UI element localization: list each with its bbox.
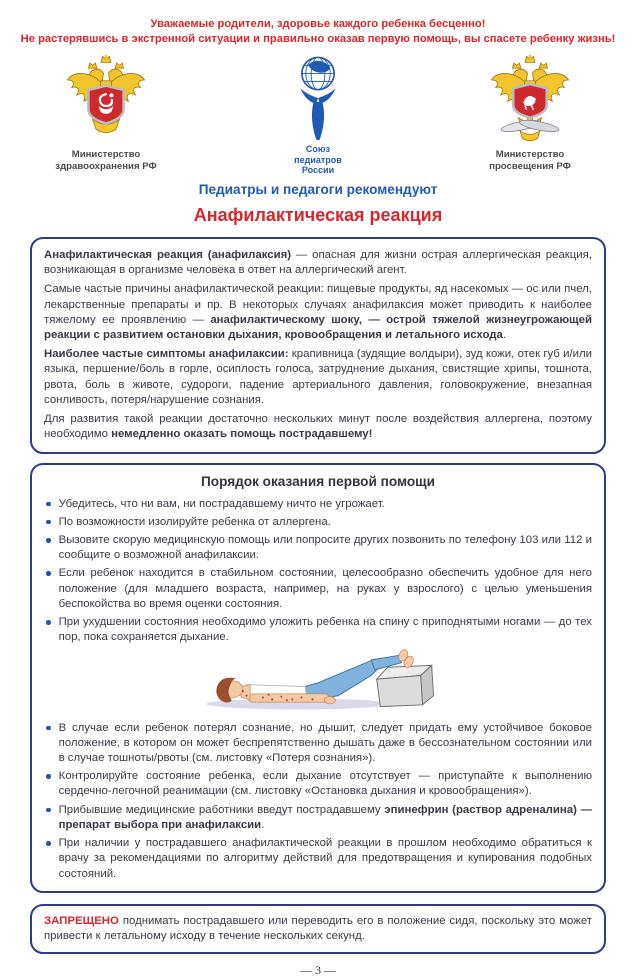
- text-segment: Убедитесь, что ни вам, ни пострадавшему ничто не угрожает.: [58, 497, 385, 510]
- bullet-text: [59, 497, 592, 512]
- bullet-item: [44, 515, 592, 530]
- text-line: здравоохранения РФ: [55, 160, 157, 172]
- bullet-dot-icon: [46, 808, 51, 813]
- text-segment: Если ребенок находится в стабильном состоянии, целесообразно обеспечить удобное для него положение (для младшего возраста, например, на руках у взрослого) с целью уменьшения беспокойства во время оценки состояния.: [58, 567, 592, 610]
- text-line: Не растерявшись в экстренной ситуации и правильно оказав первую помощь, вы спасете ребенку жизнь!: [20, 33, 616, 45]
- text-segment: По возможности изолируйте ребенка от аллергена.: [58, 515, 331, 528]
- text-line: Министерство: [495, 149, 565, 160]
- paragraph: [44, 248, 592, 278]
- forbidden-text: [44, 914, 592, 944]
- bullet-item: [44, 836, 592, 882]
- text-segment: В случае если ребенок потерял сознание, но дышит, следует придать ему устойчивое боковое положение, в котором он может беспрепятственно дышать даже в бессознательном состоянии или в случае тошноты/рвоты (см. листовку «Потеря сознания»).: [58, 721, 592, 765]
- pediatric-union-label: [233, 144, 403, 176]
- bullet-text: [59, 803, 592, 833]
- bullet-item: [44, 533, 592, 563]
- logo-row: [0, 54, 636, 180]
- pediatric-union-block: [233, 54, 403, 176]
- text-segment: немедленно оказать помощь пострадавшему!: [111, 428, 373, 441]
- bullet-dot-icon: [46, 620, 51, 625]
- page-title: Анафилактическая реакция: [193, 205, 443, 225]
- text-line: педиатров: [294, 154, 342, 165]
- bullet-text: [59, 533, 592, 563]
- forbidden-box: [30, 904, 606, 954]
- text-segment: При наличии у пострадавшего анафилактической реакции в прошлом необходимо обратиться к врачу за рекомендациями по алгоритму действий для предотвращения и купирования подобных состояний.: [58, 837, 592, 880]
- first-aid-box: [30, 463, 606, 892]
- bullet-text: [59, 566, 592, 612]
- pediatric-union-logo-icon: [287, 54, 349, 142]
- text-segment: При ухудшении состояния необходимо уложить ребенка на спину с приподнятыми ногами — до тех пор, пока сохраняется дыхание.: [58, 616, 592, 644]
- text-segment: Для развития такой реакции достаточно нескольких минут после воздействия аллергена, поэтому необходимо: [44, 413, 592, 441]
- text-segment: ЗАПРЕЩЕНО: [44, 914, 119, 927]
- bullet-dot-icon: [46, 520, 51, 525]
- bullet-text: [59, 615, 592, 645]
- bullet-dot-icon: [46, 774, 51, 779]
- text-segment: Анафилактическая реакция (анафилаксия): [44, 249, 292, 261]
- text-segment: Вызовите скорую медицинскую помощь или попросите других позвонить по телефону 103 или 112 и сообщите о возможной анафилаксии.: [58, 534, 592, 562]
- bullet-item: [44, 721, 592, 767]
- text-line: Министерство: [71, 149, 141, 160]
- paragraph: [44, 282, 592, 343]
- bullet-dot-icon: [46, 502, 51, 507]
- first-aid-bullets-top: [44, 497, 592, 646]
- text-segment: .: [261, 818, 265, 831]
- text-segment: Контролируйте состояние ребенка, если дыхание отсутствует — приступайте к выполнению сердечно-легочной реанимации (см. листовку «Остановка дыхания и кровообращения»).: [58, 770, 592, 798]
- intro-box: [30, 237, 606, 454]
- bullet-dot-icon: [46, 726, 51, 731]
- health-ministry-label: [26, 149, 186, 172]
- education-ministry-block: [450, 54, 610, 172]
- bullet-item: [44, 497, 592, 512]
- leaflet-page: [0, 17, 636, 978]
- education-ministry-emblem-icon: [488, 54, 572, 146]
- text-segment: эпинефрин (раствор адреналина) — препарат выбора при анафилаксии: [58, 803, 592, 831]
- recommend-subtitle: Педиатры и педагоги рекомендуют: [198, 182, 438, 197]
- bullet-text: [59, 769, 592, 799]
- bullet-text: [59, 836, 592, 882]
- paragraph: [44, 347, 592, 408]
- text-line: Уважаемые родители, здоровье каждого ребенка бесценно!: [150, 18, 486, 30]
- bullet-item: [44, 769, 592, 799]
- text-segment: Самые частые причины анафилактической реакции: пищевые продукты, яд насекомых — ос или пчел, лекарственные препараты и пр. В некоторых случаях анафилаксия может приводить к наиболее тяжелому ее проявлению —: [44, 283, 592, 326]
- text-line: просвещения РФ: [489, 160, 571, 172]
- text-line: России: [301, 165, 335, 176]
- figure-wrap: [44, 648, 592, 719]
- text-segment: Прибывшие медицинские работники введут пострадавшему: [58, 803, 385, 816]
- patient-position-illustration: [187, 648, 449, 714]
- bullet-item: [44, 566, 592, 612]
- education-ministry-label: [450, 149, 610, 172]
- bullet-text: [59, 721, 592, 767]
- text-line: Союз: [305, 144, 331, 154]
- bullet-dot-icon: [46, 571, 51, 576]
- bullet-item: [44, 803, 592, 833]
- text-segment: поднимать пострадавшего или переводить его в положение сидя, поскольку это может привести к летальному исходу в течение нескольких секунд.: [44, 914, 592, 942]
- health-ministry-block: [26, 54, 186, 172]
- text-segment: Наиболее частые симптомы анафилаксии:: [44, 348, 289, 361]
- top-alert: [0, 17, 636, 47]
- text-segment: — опасная для жизни острая аллергическая реакция, возникающая в организме человека в ответ на аллергический агент.: [44, 249, 593, 277]
- health-ministry-emblem-icon: [64, 54, 148, 146]
- first-aid-bullets-bottom: [44, 721, 592, 882]
- bullet-dot-icon: [46, 538, 51, 543]
- page-number: — 3 —: [300, 963, 336, 978]
- bullet-text: [59, 515, 592, 530]
- text-segment: .: [502, 329, 506, 342]
- bullet-item: [44, 615, 592, 645]
- bullet-dot-icon: [46, 841, 51, 846]
- text-segment: анафилактическому шоку, — острой тяжелой жизнеугрожающей реакции с развитием остановки дыхания, кровообращения и летального исхода: [44, 313, 592, 342]
- paragraph: [44, 412, 592, 442]
- text-segment: крапивница (зудящие волдыри), зуд кожи, отек губ и/или языка, першение/боль в горле, осиплость голоса, затруднение дыхания, свистящие хрипы, тошнота, рвота, боль в животе, судороги, падение артериального давления, головокружение, внезапная сонливость, потеря/нарушение сознания.: [44, 348, 592, 406]
- first-aid-title: Порядок оказания первой помощи: [201, 474, 435, 490]
